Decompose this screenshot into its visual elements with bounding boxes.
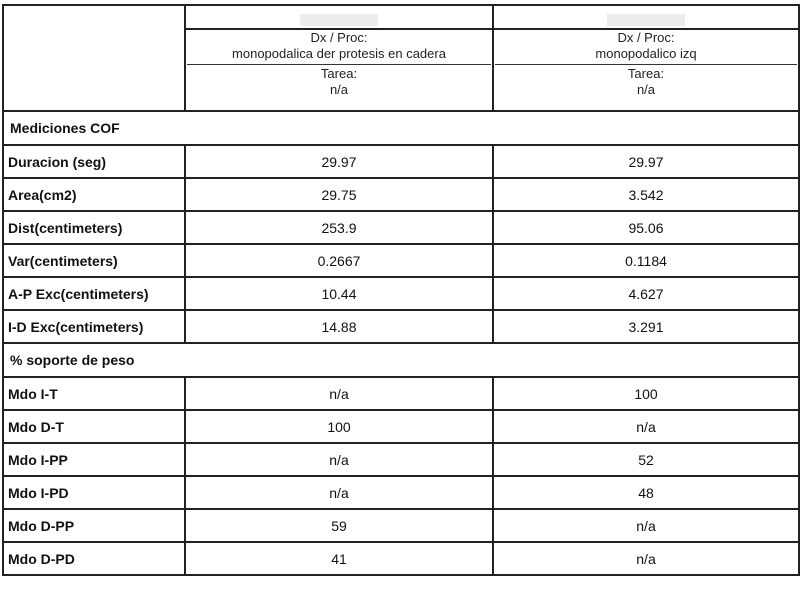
row-value-col2: 4.627	[493, 277, 799, 310]
table-row	[3, 244, 799, 277]
row-value-col2: 0.1184	[493, 244, 799, 277]
table-row	[3, 476, 799, 509]
task-label-2: Tarea:	[627, 66, 665, 81]
table-row	[3, 443, 799, 476]
row-label: Area(cm2)	[3, 178, 185, 211]
header-info-cell-1	[185, 29, 493, 111]
row-value-col2: n/a	[493, 509, 799, 542]
table-row	[3, 509, 799, 542]
table-row	[3, 377, 799, 410]
row-value-col1: 0.2667	[185, 244, 493, 277]
proc-block-1	[187, 30, 491, 65]
row-value-col2: 3.542	[493, 178, 799, 211]
proc-label-2: Dx / Proc:	[617, 30, 675, 45]
row-label: Duracion (seg)	[3, 145, 185, 178]
section-title: Mediciones COF	[3, 111, 799, 145]
proc-label-1: Dx / Proc:	[310, 30, 368, 45]
row-value-col1: 59	[185, 509, 493, 542]
row-value-col1: n/a	[185, 476, 493, 509]
task-block-1	[186, 65, 492, 98]
section-title: % soporte de peso	[3, 343, 799, 377]
row-label: Mdo D-PD	[3, 542, 185, 575]
row-label: A-P Exc(centimeters)	[3, 277, 185, 310]
table-row	[3, 178, 799, 211]
row-value-col1: 14.88	[185, 310, 493, 343]
header-name-cell-1	[185, 5, 493, 29]
row-value-col2: 100	[493, 377, 799, 410]
task-block-2	[494, 65, 798, 98]
row-label: Mdo D-T	[3, 410, 185, 443]
row-value-col1: n/a	[185, 377, 493, 410]
proc-value-2: monopodalico izq	[595, 46, 697, 61]
row-label: Mdo I-PD	[3, 476, 185, 509]
row-value-col2: 3.291	[493, 310, 799, 343]
proc-block-2	[495, 30, 797, 65]
table-row	[3, 277, 799, 310]
row-value-col1: 100	[185, 410, 493, 443]
task-value-2: n/a	[636, 82, 656, 97]
redacted-name-2	[607, 14, 685, 26]
row-value-col2: 29.97	[493, 145, 799, 178]
row-value-col1: 29.75	[185, 178, 493, 211]
row-label: Dist(centimeters)	[3, 211, 185, 244]
row-label: Var(centimeters)	[3, 244, 185, 277]
row-label: Mdo D-PP	[3, 509, 185, 542]
redacted-name-1	[300, 14, 378, 26]
row-value-col1: 41	[185, 542, 493, 575]
row-value-col2: 95.06	[493, 211, 799, 244]
header-name-cell-2	[493, 5, 799, 29]
section-header-weight	[3, 343, 799, 377]
section-header-cof	[3, 111, 799, 145]
row-label: Mdo I-T	[3, 377, 185, 410]
row-label: I-D Exc(centimeters)	[3, 310, 185, 343]
row-value-col2: 52	[493, 443, 799, 476]
row-value-col2: n/a	[493, 410, 799, 443]
table-row	[3, 310, 799, 343]
table-row	[3, 211, 799, 244]
table-row	[3, 542, 799, 575]
task-value-1: n/a	[329, 82, 349, 97]
row-value-col1: 10.44	[185, 277, 493, 310]
proc-value-1: monopodalica der protesis en cadera	[232, 46, 446, 61]
table-row	[3, 145, 799, 178]
task-label-1: Tarea:	[320, 66, 358, 81]
row-value-col1: 29.97	[185, 145, 493, 178]
row-value-col1: n/a	[185, 443, 493, 476]
measurements-table	[2, 4, 800, 576]
header-info-cell-2	[493, 29, 799, 111]
table-row	[3, 410, 799, 443]
header-top-row	[3, 5, 799, 29]
row-value-col2: n/a	[493, 542, 799, 575]
row-value-col2: 48	[493, 476, 799, 509]
row-value-col1: 253.9	[185, 211, 493, 244]
row-label: Mdo I-PP	[3, 443, 185, 476]
header-corner-cell	[3, 5, 185, 111]
